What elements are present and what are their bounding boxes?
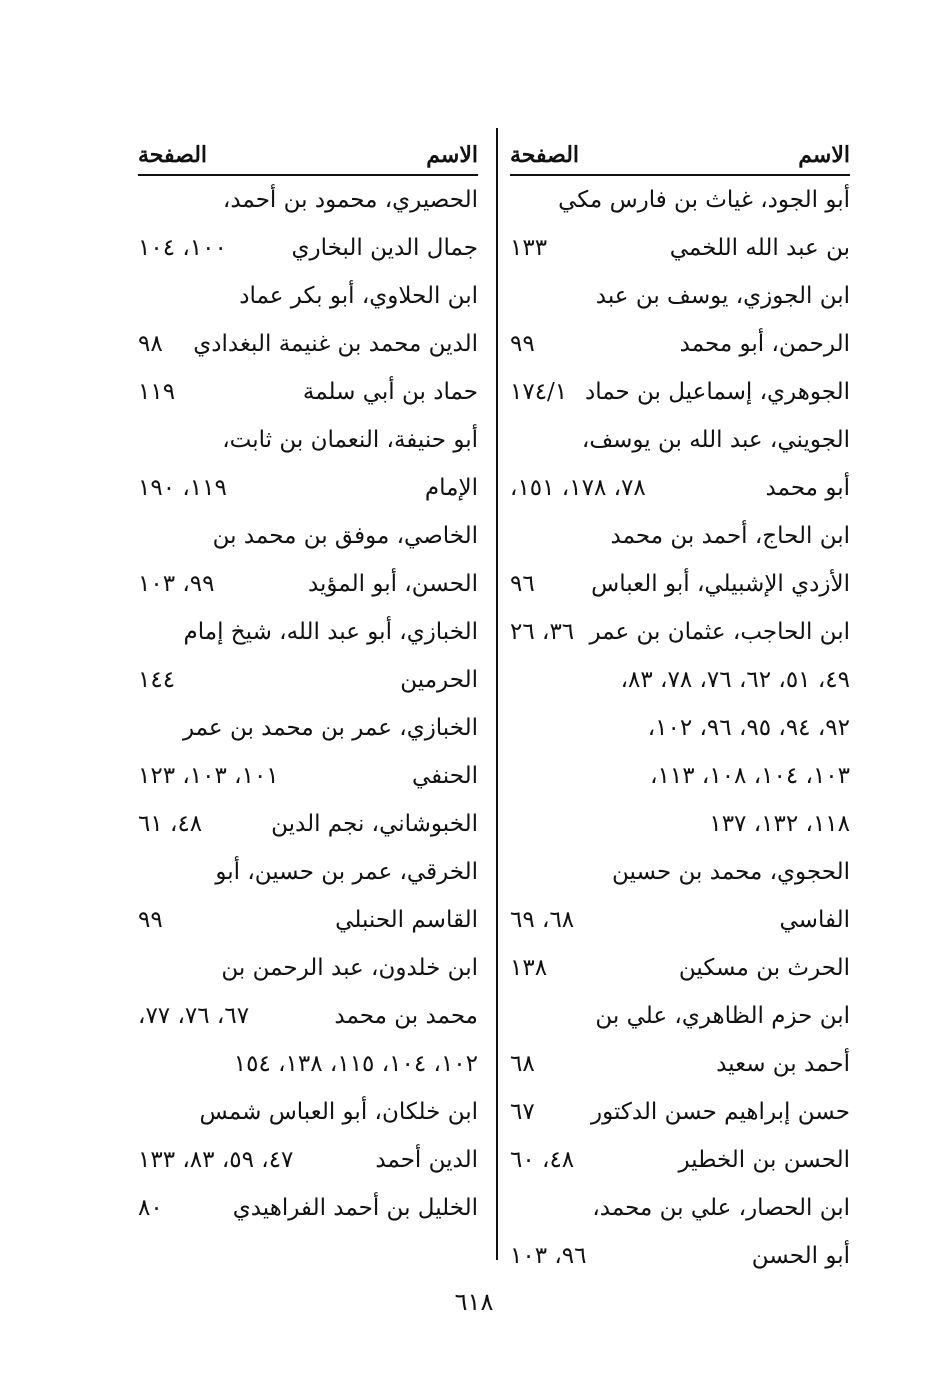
entry-name: ابن الحصار، علي بن محمد، <box>592 1195 850 1221</box>
entry-name: الحرث بن مسكين <box>678 955 850 981</box>
entry-name: ابن الحاج، أحمد بن محمد <box>610 523 850 549</box>
entry-pages: ٦٨، ٦٩ <box>510 907 575 933</box>
entry-pages: ٨٠ <box>138 1195 163 1221</box>
entry-name: جمال الدين البخاري <box>291 235 478 261</box>
index-entry <box>138 416 478 464</box>
index-entry <box>510 704 850 752</box>
entry-name: الدين محمد بن غنيمة البغدادي <box>193 331 478 357</box>
entry-pages: ٩٦، ١٠٣ <box>510 1243 587 1269</box>
entry-pages: ١١٨، ١٣٢، ١٣٧ <box>709 811 850 837</box>
page-header: الصفحة <box>138 142 208 168</box>
index-entry <box>138 704 478 752</box>
entry-pages: ٦٧ <box>510 1099 535 1125</box>
index-column-right <box>510 128 850 1280</box>
entry-name: أبو حنيفة، النعمان بن ثابت، <box>222 427 478 453</box>
entry-name: الخليل بن أحمد الفراهيدي <box>232 1195 478 1221</box>
index-entry <box>510 656 850 704</box>
index-entry <box>138 656 478 704</box>
entry-name: الجويني، عبد الله بن يوسف، <box>581 427 850 453</box>
index-entry <box>138 368 478 416</box>
entry-name: الخرقي، عمر بن حسين، أبو <box>215 859 478 885</box>
index-entry <box>138 608 478 656</box>
index-entry <box>138 1040 478 1088</box>
index-entry <box>138 848 478 896</box>
entry-name: الخاصي، موفق بن محمد بن <box>212 523 478 549</box>
index-entry <box>138 176 478 224</box>
index-entry <box>138 752 478 800</box>
entry-name: أبو محمد <box>765 475 850 501</box>
entry-name: بن عبد الله اللخمي <box>669 235 850 261</box>
entry-pages: ٤٨، ٦١ <box>138 811 203 837</box>
index-entry <box>138 800 478 848</box>
index-column-left <box>138 128 478 1232</box>
index-entry <box>510 800 850 848</box>
index-entry <box>510 368 850 416</box>
page-number: ٦١٨ <box>454 1288 494 1316</box>
entry-name: الجوهري، إسماعيل بن حماد <box>584 379 850 405</box>
index-entry <box>138 224 478 272</box>
entry-name: محمد بن محمد <box>334 1003 478 1029</box>
entry-name: أحمد بن سعيد <box>716 1051 850 1077</box>
entry-pages: ١٠١، ١٠٣، ١٢٣ <box>138 763 279 789</box>
index-entry <box>138 320 478 368</box>
index-entry <box>510 896 850 944</box>
index-entry <box>510 224 850 272</box>
index-entry <box>510 752 850 800</box>
entry-name: ابن خلدون، عبد الرحمن بن <box>221 955 478 981</box>
entry-name: الحجوي، محمد بن حسين <box>612 859 850 885</box>
entry-name: الحصيري، محمود بن أحمد، <box>222 187 478 213</box>
index-entry <box>138 560 478 608</box>
entry-name: أبو الحسن <box>751 1243 850 1269</box>
column-divider <box>496 128 498 1260</box>
entry-pages: ١٣٨ <box>510 955 548 981</box>
index-entry <box>510 560 850 608</box>
index-entry <box>138 1184 478 1232</box>
entry-name: الحنفي <box>412 763 478 789</box>
name-header: الاسم <box>798 142 850 168</box>
entry-pages: ١٧٤/١ <box>510 379 568 405</box>
entry-name: ابن الحاجب، عثمان بن عمر <box>589 619 850 645</box>
entry-name: الأزدي الإشبيلي، أبو العباس <box>591 571 850 597</box>
index-entry <box>510 608 850 656</box>
index-entry <box>138 896 478 944</box>
entry-name: الحسن، أبو المؤيد <box>307 571 478 597</box>
entry-name: ابن حزم الظاهري، علي بن <box>595 1003 850 1029</box>
index-entry <box>510 1088 850 1136</box>
column-header <box>510 128 850 176</box>
entry-name: الرحمن، أبو محمد <box>679 331 850 357</box>
column-header <box>138 128 478 176</box>
entry-name: الحرمين <box>400 667 478 693</box>
entry-name: الخبازي، أبو عبد الله، شيخ إمام <box>183 619 478 645</box>
entry-name: ابن الحلاوي، أبو بكر عماد <box>239 283 478 309</box>
index-entry <box>510 320 850 368</box>
entry-pages: ٩٩، ١٠٣ <box>138 571 215 597</box>
index-entry <box>510 1136 850 1184</box>
entry-pages: ٩٨ <box>138 331 163 357</box>
entry-pages: ٩٢، ٩٤، ٩٥، ٩٦، ١٠٢، <box>647 715 850 741</box>
entry-pages: ٣٦، ٢٦ <box>510 619 575 645</box>
entry-pages: ٩٩ <box>138 907 163 933</box>
index-entry <box>138 464 478 512</box>
entry-name: القاسم الحنبلي <box>335 907 478 933</box>
index-entry <box>138 272 478 320</box>
index-entry <box>510 848 850 896</box>
index-entry <box>510 1184 850 1232</box>
entry-pages: ١٠٣، ١٠٤، ١٠٨، ١١٣، <box>650 763 850 789</box>
entry-name: الدين أحمد <box>375 1147 478 1173</box>
index-entry <box>138 992 478 1040</box>
index-entry <box>138 1136 478 1184</box>
index-entry <box>510 176 850 224</box>
entry-name: ابن خلكان، أبو العباس شمس <box>199 1099 478 1125</box>
entry-name: ابن الجوزي، يوسف بن عبد <box>595 283 850 309</box>
index-entries <box>138 176 478 1232</box>
index-entry <box>510 416 850 464</box>
name-header: الاسم <box>426 142 478 168</box>
entry-pages: ٤٩، ٥١، ٦٢، ٧٦، ٧٨، ٨٣، <box>620 667 850 693</box>
index-entry <box>510 944 850 992</box>
entry-pages: ١٣٣ <box>510 235 548 261</box>
index-entry <box>138 1088 478 1136</box>
index-entry <box>510 272 850 320</box>
page-header: الصفحة <box>510 142 580 168</box>
entry-pages: ١١٩، ١٩٠ <box>138 475 227 501</box>
entry-name: أبو الجود، غياث بن فارس مكي <box>558 187 850 213</box>
index-entries <box>510 176 850 1280</box>
entry-pages: ٤٧، ٥٩، ٨٣، ١٣٣ <box>138 1147 294 1173</box>
entry-name: الفاسي <box>779 907 850 933</box>
index-entry <box>510 512 850 560</box>
entry-pages: ١٠٢، ١٠٤، ١١٥، ١٣٨، ١٥٤ <box>233 1051 478 1077</box>
index-entry <box>510 1232 850 1280</box>
index-entry <box>510 1040 850 1088</box>
index-entry <box>138 944 478 992</box>
entry-name: حسن إبراهيم حسن الدكتور <box>590 1099 850 1125</box>
entry-pages: ٦٧، ٧٦، ٧٧، <box>138 1003 250 1029</box>
entry-name: الخبوشاني، نجم الدين <box>271 811 478 837</box>
entry-name: الخبازي، عمر بن محمد بن عمر <box>182 715 478 741</box>
entry-pages: ٤٨، ٦٠ <box>510 1147 575 1173</box>
entry-pages: ١٠٠، ١٠٤ <box>138 235 227 261</box>
index-entry <box>510 992 850 1040</box>
entry-pages: ٦٨ <box>510 1051 535 1077</box>
index-entry <box>138 512 478 560</box>
entry-name: الإمام <box>424 475 478 501</box>
entry-name: الحسن بن الخطير <box>678 1147 850 1173</box>
entry-pages: ١٤٤ <box>138 667 176 693</box>
entry-pages: ٩٦ <box>510 571 535 597</box>
entry-pages: ١١٩ <box>138 379 176 405</box>
entry-name: حماد بن أبي سلمة <box>302 379 478 405</box>
index-entry <box>510 464 850 512</box>
entry-pages: ٧٨، ١٧٨، ١٥١، <box>510 475 646 501</box>
entry-pages: ٩٩ <box>510 331 535 357</box>
